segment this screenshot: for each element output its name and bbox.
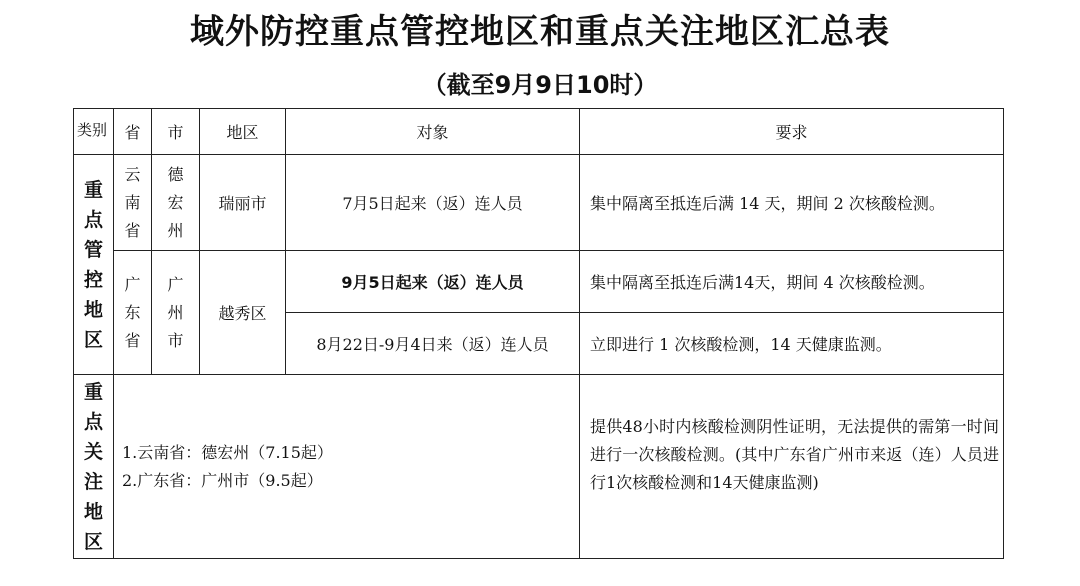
district-ruili: 瑞丽市 xyxy=(200,155,286,251)
target-yuexiu-earlier: 8月22日-9月4日来（返）连人员 xyxy=(286,313,580,375)
header-category: 类别 xyxy=(74,109,114,155)
target-ruili: 7月5日起来（返）连人员 xyxy=(286,155,580,251)
list-item: 1.云南省：德宏州（7.15起） xyxy=(122,442,333,462)
table-row xyxy=(74,375,1004,559)
table-row xyxy=(74,251,1004,313)
city-guangzhou: 广州市 xyxy=(152,251,200,375)
province-guangdong: 广东省 xyxy=(114,251,152,375)
page-title: 域外防控重点管控地区和重点关注地区汇总表 xyxy=(190,12,890,52)
header-row xyxy=(74,109,1004,155)
requirement-yuexiu-recent: 集中隔离至抵连后满14天，期间 4 次核酸检测。 xyxy=(580,251,1004,313)
page-subtitle: （截至9月9日10时） xyxy=(422,71,658,99)
requirement-yuexiu-earlier: 立即进行 1 次核酸检测，14 天健康监测。 xyxy=(580,313,1004,375)
header-province: 省 xyxy=(114,109,152,155)
district-yuexiu: 越秀区 xyxy=(200,251,286,375)
header-requirement: 要求 xyxy=(580,109,1004,155)
table-row xyxy=(74,155,1004,251)
category-attention: 重点关注地区 xyxy=(74,375,114,559)
province-yunnan: 云南省 xyxy=(114,155,152,251)
city-dehong: 德宏州 xyxy=(152,155,200,251)
header-city: 市 xyxy=(152,109,200,155)
requirement-ruili: 集中隔离至抵连后满 14 天，期间 2 次核酸检测。 xyxy=(580,155,1004,251)
header-district: 地区 xyxy=(200,109,286,155)
requirement-attention: 提供48小时内核酸检测阴性证明，无法提供的需第一时间进行一次核酸检测。(其中广东省广州市来返（连）人员进行1次核酸检测和14天健康监测) xyxy=(580,375,1004,559)
header-target: 对象 xyxy=(286,109,580,155)
target-yuexiu-recent: 9月5日起来（返）连人员 xyxy=(286,251,580,313)
attention-areas xyxy=(114,375,580,559)
list-item: 2.广东省：广州市（9.5起） xyxy=(122,470,323,490)
category-control: 重点管控地区 xyxy=(74,155,114,375)
summary-table xyxy=(73,108,1004,559)
